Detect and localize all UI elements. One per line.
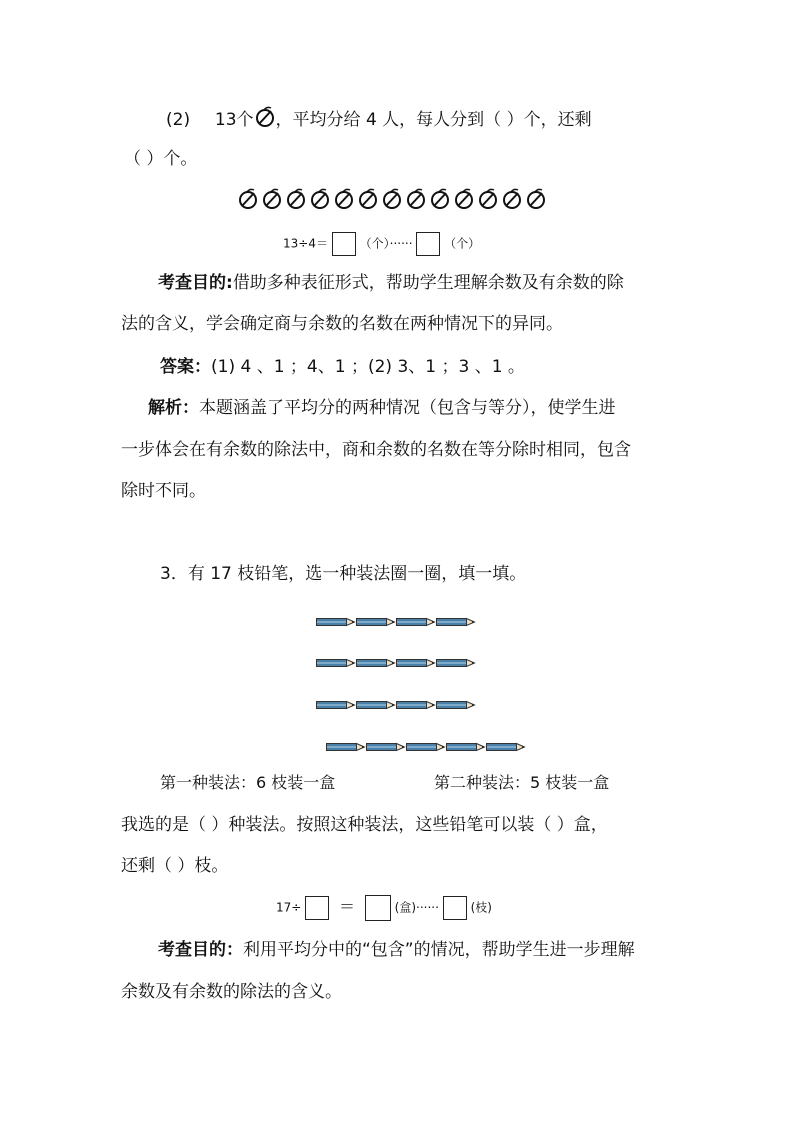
fruit-icon [237, 188, 259, 210]
pencil-icon [436, 658, 476, 668]
pencil-icon [316, 658, 356, 668]
fruit-icon [357, 188, 379, 210]
fruit-icon [501, 188, 523, 210]
fruit-icon [333, 188, 355, 210]
fruit-icon [254, 106, 276, 128]
equals-sign: ＝ [338, 896, 355, 916]
equation-prefix: 17÷ [276, 900, 302, 915]
purpose-text: 利用平均分中的“包含”的情况，帮助学生进一步理解 [243, 940, 635, 960]
pencil-row-1 [316, 617, 476, 627]
q2-line2: （ ）个。 [124, 149, 198, 169]
fruit-icon [309, 188, 331, 210]
pencil-icon [356, 617, 396, 627]
remainder-answer-box[interactable] [416, 232, 440, 256]
pencil-icon [396, 617, 436, 627]
purpose-1-line1 [158, 271, 624, 295]
fruit-icon [429, 188, 451, 210]
q2-label: (2) [166, 110, 191, 130]
q2-count: 13个 [214, 110, 254, 130]
method-1: 第一种装法：6 枝装一盒 [160, 773, 336, 792]
purpose-label: 考查目的: [158, 273, 233, 293]
question-3-title: 3．有 17 枝铅笔，选一种装法圈一圈，填一填。 [160, 564, 527, 584]
pencil-icon [396, 700, 436, 710]
pencil-icon [446, 742, 486, 752]
answer-line [160, 355, 525, 379]
equation-unit: (枝) [470, 900, 492, 915]
purpose-1-line2: 法的含义，学会确定商与余数的名数在两种情况下的异同。 [121, 314, 563, 334]
analysis-text: 本题涵盖了平均分的两种情况（包含与等分），使学生进 [199, 398, 616, 418]
purpose-text: 借助多种表征形式，帮助学生理解余数及有余数的除 [232, 273, 624, 293]
fruit-icon [285, 188, 307, 210]
fruit-icon [381, 188, 403, 210]
fruit-icon [525, 188, 547, 210]
pencil-row-2 [316, 658, 476, 668]
choice-line2: 还剩（ ）枝。 [121, 856, 229, 876]
method-2: 第二种装法：5 枝装一盒 [434, 773, 610, 792]
equation-unit: （个）······ [359, 236, 413, 251]
fruit-icon [453, 188, 475, 210]
remainder-answer-box[interactable] [443, 896, 467, 920]
analysis-line2: 一步体会在有余数的除法中，商和余数的名数在等分除时相同，包含 [121, 440, 631, 460]
purpose-2-line1 [158, 938, 635, 962]
fruit-icon [405, 188, 427, 210]
fruit-icon [477, 188, 499, 210]
pencil-icon [316, 700, 356, 710]
fruit-icon [261, 188, 283, 210]
pencil-icon [406, 742, 446, 752]
q2-line1 [166, 106, 592, 132]
equation-prefix: 13÷4＝ [283, 236, 328, 251]
analysis-line1 [148, 396, 616, 420]
pencil-icon [396, 658, 436, 668]
division-equation-1 [283, 232, 480, 256]
equation-unit: （个） [444, 236, 481, 251]
purpose-label: 考查目的： [158, 940, 243, 960]
answer-label: 答案： [160, 357, 211, 377]
pencil-row-3 [316, 700, 476, 710]
pencil-icon [326, 742, 366, 752]
pencil-icon [486, 742, 526, 752]
q2-rest: ，平均分给 4 人，每人分到（ ）个，还剩 [275, 110, 592, 130]
quotient-answer-box[interactable] [365, 895, 391, 921]
divisor-answer-box[interactable] [305, 896, 329, 920]
choice-line1: 我选的是（ ）种装法。按照这种装法，这些铅笔可以装（ ）盒， [121, 815, 608, 835]
quotient-answer-box[interactable] [332, 232, 356, 256]
pencil-icon [356, 658, 396, 668]
pencil-icon [436, 617, 476, 627]
division-equation-2 [276, 895, 492, 921]
analysis-line3: 除时不同。 [121, 481, 206, 501]
fruit-row [237, 188, 547, 210]
pencil-icon [436, 700, 476, 710]
pencil-row-4 [326, 742, 526, 752]
pencil-icon [366, 742, 406, 752]
equation-unit: (盒)······ [394, 900, 439, 915]
answer-text: (1) 4 、1 ；4、1 ；(2) 3、1 ；3 、1 。 [211, 357, 525, 377]
pencil-icon [356, 700, 396, 710]
pencil-icon [316, 617, 356, 627]
analysis-label: 解析： [148, 398, 199, 418]
purpose-2-line2: 余数及有余数的除法的含义。 [121, 982, 342, 1002]
